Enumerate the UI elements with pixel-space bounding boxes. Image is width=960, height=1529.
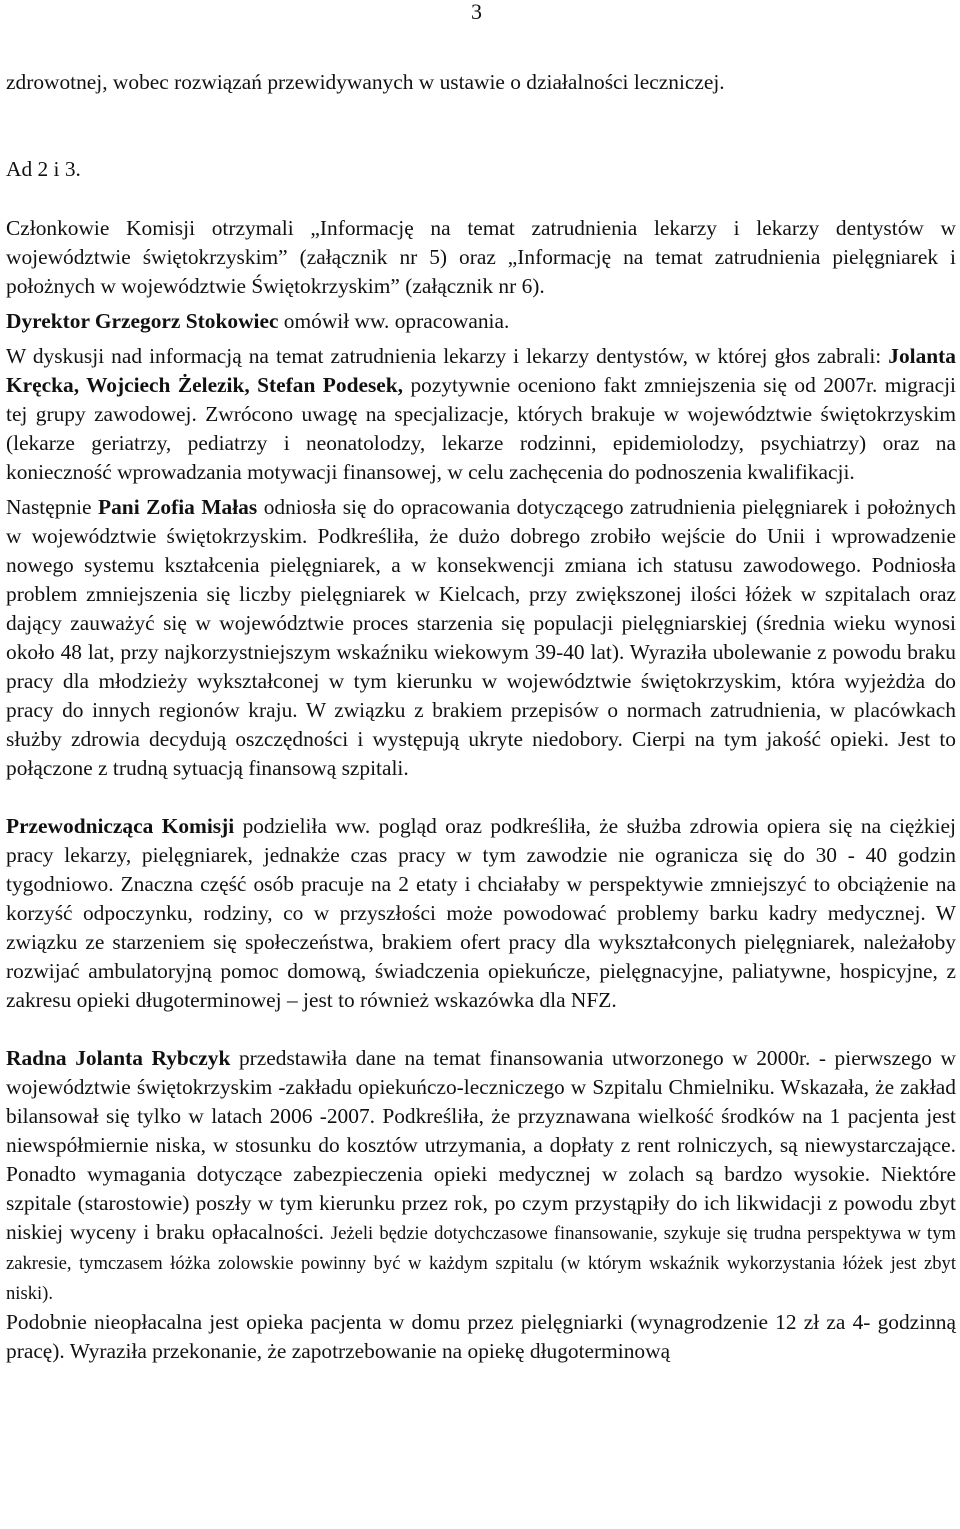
document-body	[6, 0, 956, 1366]
paragraph-rybczyk	[6, 1044, 956, 1308]
paragraph-discussion	[6, 342, 956, 487]
speaker-name: Radna Jolanta Rybczyk	[6, 1046, 231, 1070]
section-heading: Ad 2 i 3.	[6, 157, 81, 181]
paragraph-text: pozytywnie oceniono fakt zmniejszenia się od 2007r. migracji tej grupy zawodowej. Zwrócono uwagę na specjalizacje, których brakuje w województwie świętokrzyskim (lekarze geriatrzy, pediatrzy i neonatolodzy, lekarze rodzinni, epidemiolodzy, psychiatrzy) oraz na konieczność wprowadzania motywacji finansowej, w celu zachęcenia do podnoszenia kwalifikacji.	[6, 373, 956, 484]
speaker-names: Jolanta Kręcka, Wojciech Żelezik, Stefan Podesek,	[6, 344, 956, 397]
paragraph-text: przedstawiła dane na temat finansowania utworzonego w 2000r. - pierwszego w województwie świętokrzyskim -zakładu opiekuńczo-leczniczego w Szpitalu Chmielniku. Wskazała, że zakład bilansował się tylko w latach 2006 -2007. Podkreśliła, że przyznawana wielkość środków na 1 pacjenta jest niewspółmiernie niska, w stosunku do kosztów utrzymania, a dopłaty z rent rolniczych, są niewystarczające. Ponadto wymagania dotyczące zabezpieczenia opieki medycznej w zolach są bardzo wysokie. Niektóre szpitale (starostowie) poszły w tym kierunku przez rok, po czym przystąpiły do ich likwidacji z powodu zbyt niskiej wyceny i braku opłacalności.	[6, 1046, 956, 1244]
paragraph-chairwoman	[6, 812, 956, 1015]
paragraph-continuation: zdrowotnej, wobec rozwiązań przewidywanych w ustawie o działalności leczniczej.	[6, 70, 725, 94]
paragraph-malas	[6, 493, 956, 783]
page-number: 3	[471, 0, 482, 24]
paragraph-text: Następnie	[6, 495, 99, 519]
paragraph-attachments: Członkowie Komisji otrzymali „Informację na temat zatrudnienia lekarzy i lekarzy dentystów w województwie świętokrzyskim” (załącznik nr 5) oraz „Informację na temat zatrudnienia pielęgniarek i położnych w województwie Świętokrzyskim” (załącznik nr 6).	[6, 216, 956, 298]
paragraph-text: odniosła się do opracowania dotyczącego zatrudnienia pielęgniarek i położnych w województwie świętokrzyskim. Podkreśliła, że dużo dobrego zrobiło wejście do Unii i wprowadzenie nowego systemu kształcenia pielęgniarek, a w konsekwencji zmiana ich statusu zawodowego. Podniosła problem zmniejszenia się liczby pielęgniarek w Kielcach, przy zwiększonej ilości łóżek w szpitalach oraz dający zauważyć się w województwie proces starzenia się populacji pielęgniarskiej (średnia wieku wynosi około 48 lat, przy najkorzystniejszym wskaźniku wiekowym 39-40 lat). Wyraziła ubolewanie z powodu braku pracy dla młodzieży wykształconej w tym kierunku w województwie świętokrzyskim, która wyjeżdża do pracy do innych regionów kraju. W związku z brakiem przepisów o normach zatrudnienia, w placówkach służby zdrowia decydują oszczędności i występują ukryte niedobory. Cierpi na tym jakość opieki. Jest to połączone z trudną sytuacją finansową szpitali.	[6, 495, 956, 780]
speaker-name: Pani Zofia Małas	[98, 495, 258, 519]
paragraph-director	[6, 307, 956, 336]
paragraph-text: podzieliła ww. pogląd oraz podkreśliła, że służba zdrowia opiera się na ciężkiej pracy lekarzy, pielęgniarek, jednakże czas pracy w tym zawodzie nie ogranicza się do 30 - 40 godzin tygodniowo. Znaczna część osób pracuje na 2 etaty i chciałaby w perspektywie zmniejszyć to obciążenie na korzyść odpoczynku, rodziny, co w przyszłości może powodować problemy barku kadry medycznej. W związku ze starzeniem się społeczeństwa, brakiem ofert pracy dla wykształconych pielęgniarek, należałoby rozwijać ambulatoryjną pomoc domową, świadczenia opiekuńcze, pielęgnacyjne, paliatywne, hospicyjne, z zakresu opieki długoterminowej – jest to również wskazówka dla NFZ.	[6, 814, 956, 1012]
paragraph-text-small: Jeżeli będzie dotychczasowe finansowanie, szykuje się trudna perspektywa w tym zakresie, tymczasem łóżka zolowskie powinny być w każdym szpitalu (w którym wskaźnik wykorzystania łóżek jest zbyt niski).	[6, 1223, 956, 1304]
speaker-name: Przewodnicząca Komisji	[6, 814, 235, 838]
paragraph-text: W dyskusji nad informacją na temat zatrudnienia lekarzy i lekarzy dentystów, w której głos zabrali:	[6, 344, 889, 368]
paragraph-home-care: Podobnie nieopłacalna jest opieka pacjenta w domu przez pielęgniarki (wynagrodzenie 12 zł za 4- godzinną pracę). Wyraziła przekonanie, że zapotrzebowanie na opiekę długoterminową	[6, 1310, 956, 1363]
speaker-name: Dyrektor Grzegorz Stokowiec	[6, 309, 279, 333]
paragraph-text: omówił ww. opracowania.	[278, 309, 510, 333]
